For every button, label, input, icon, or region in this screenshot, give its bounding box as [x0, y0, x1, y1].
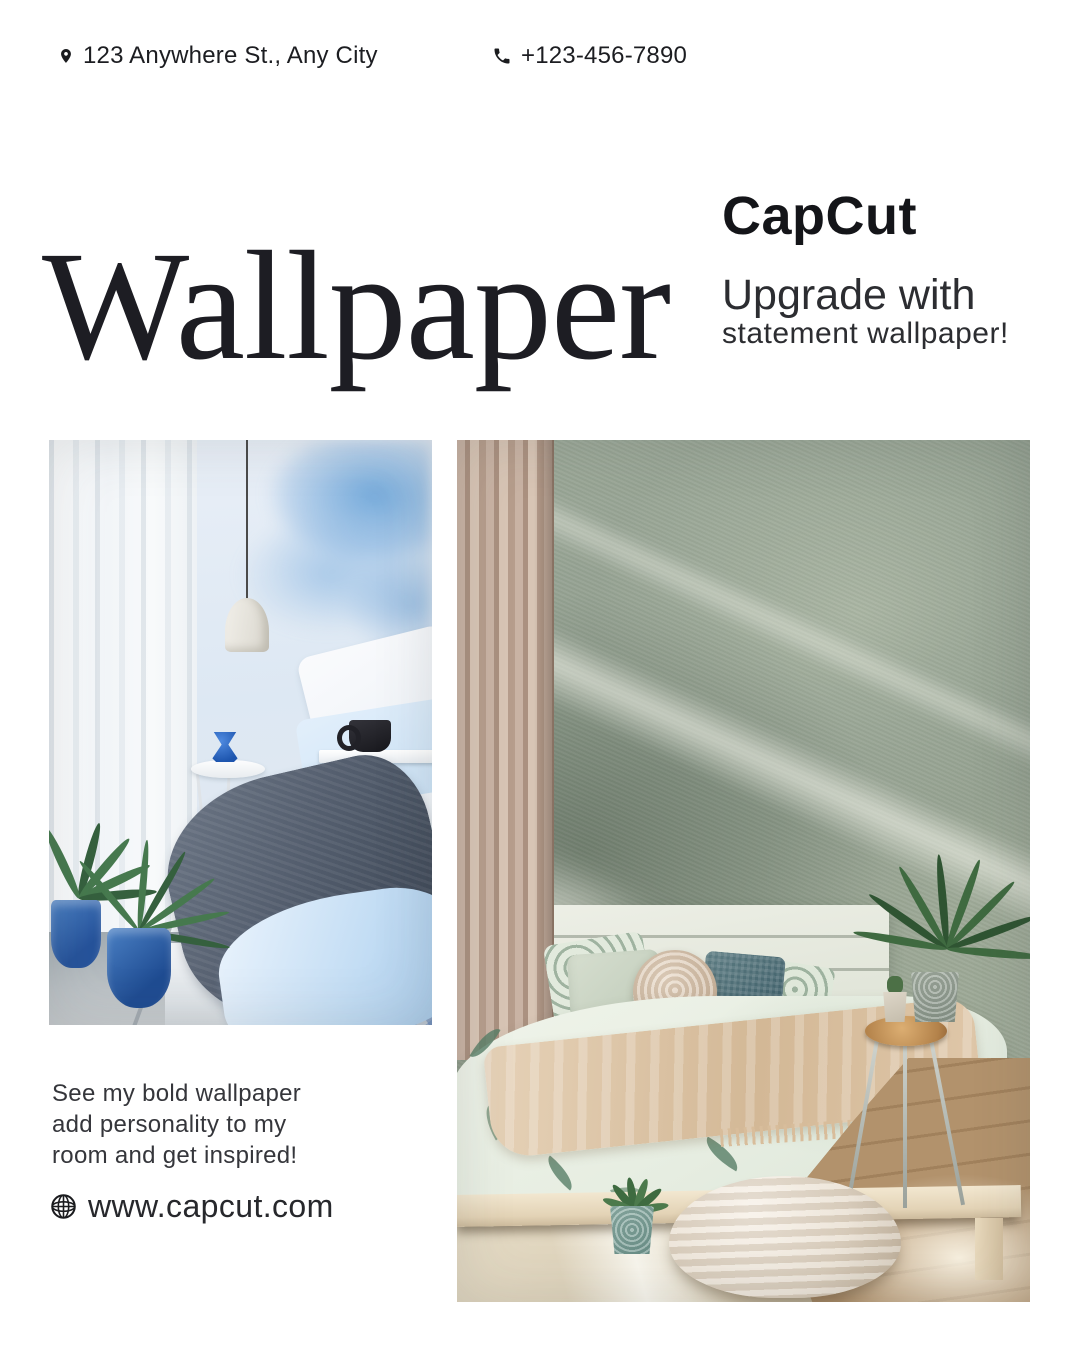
brand-name: CapCut — [722, 186, 917, 246]
header-address — [58, 42, 378, 70]
subtitle-line1: Upgrade with — [722, 271, 976, 319]
leaf-shape — [541, 1155, 579, 1190]
location-pin-icon — [58, 45, 74, 67]
small-pot — [881, 992, 909, 1022]
palm-frond — [946, 945, 1030, 961]
caption-text — [52, 1078, 301, 1171]
stool-leg — [903, 1040, 907, 1208]
small-succulent — [887, 976, 903, 994]
bed-frame-leg — [975, 1218, 1003, 1280]
phone-icon — [492, 46, 512, 66]
floor-plant — [575, 1130, 695, 1215]
photo-sage-bedroom — [457, 440, 1030, 1302]
dark-mug — [349, 720, 391, 752]
address-text: 123 Anywhere St., Any City — [83, 42, 378, 69]
beige-curtain — [457, 440, 554, 1060]
caption-line: add personality to my — [52, 1111, 287, 1138]
website-text: www.capcut.com — [88, 1188, 334, 1224]
teal-plant-pot — [607, 1206, 657, 1254]
caption-line: room and get inspired! — [52, 1142, 298, 1169]
side-table — [191, 760, 265, 778]
leaf-shape — [77, 859, 141, 934]
blue-plant-pot — [107, 928, 171, 1008]
subtitle-line2: statement wallpaper! — [722, 317, 1009, 350]
photo-blue-bedroom — [49, 440, 432, 1025]
crochet-plant-pot — [909, 972, 961, 1022]
header-phone — [492, 42, 687, 70]
caption-line: See my bold wallpaper — [52, 1080, 302, 1107]
website-link[interactable] — [50, 1188, 334, 1225]
lamp-cord — [246, 440, 248, 600]
crochet-pouf — [669, 1176, 901, 1298]
globe-icon — [50, 1193, 77, 1220]
page-title: Wallpaper — [42, 219, 671, 392]
phone-text: +123-456-7890 — [521, 42, 688, 69]
